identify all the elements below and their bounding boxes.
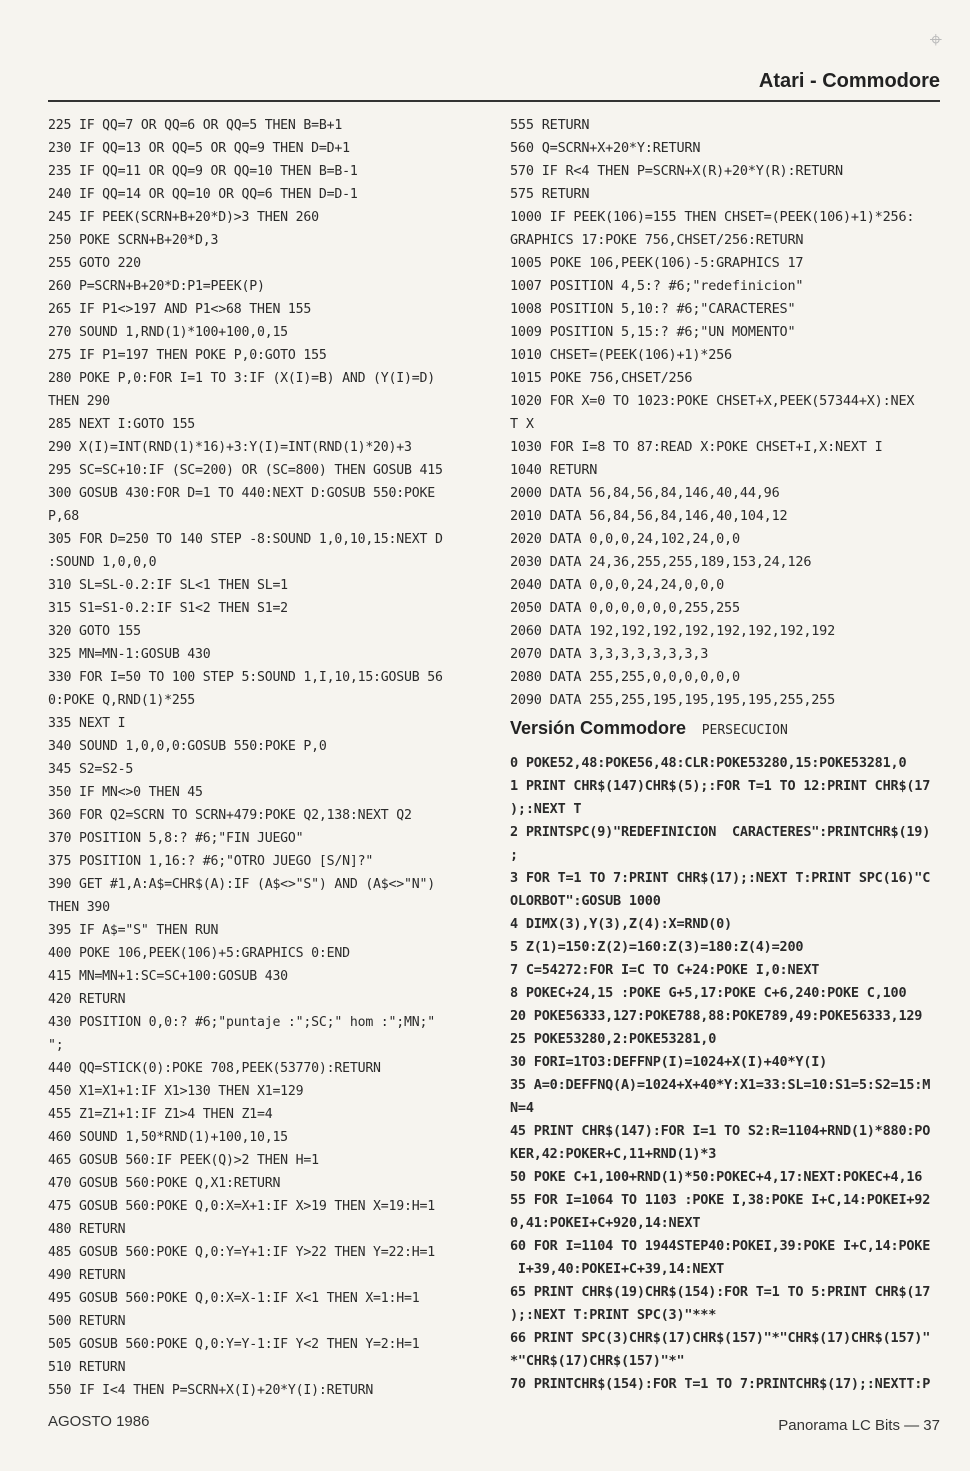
code-line: 330 FOR I=50 TO 100 STEP 5:SOUND 1,I,10,15:GOSUB 56 bbox=[48, 670, 443, 685]
code-line: 0:POKE Q,RND(1)*255 bbox=[48, 693, 196, 708]
code-line: 375 POSITION 1,16:? #6;"OTRO JUEGO [S/N]?" bbox=[48, 854, 374, 869]
version-title: Versión Commodore bbox=[510, 718, 687, 738]
code-line: 480 RETURN bbox=[48, 1222, 126, 1237]
code-line: 275 IF P1=197 THEN POKE P,0:GOTO 155 bbox=[48, 348, 327, 363]
header-rule bbox=[48, 100, 940, 102]
code-line: 510 RETURN bbox=[48, 1360, 126, 1375]
code-line: 485 GOSUB 560:POKE Q,0:Y=Y+1:IF Y>22 THEN Y=22:H=1 bbox=[48, 1245, 435, 1260]
code-line: 345 S2=S2-5 bbox=[48, 762, 134, 777]
code-line: );:NEXT T:PRINT SPC(3)"*** bbox=[510, 1307, 717, 1323]
code-line: );:NEXT T bbox=[510, 801, 582, 817]
code-line: 45 PRINT CHR$(147):FOR I=1 TO S2:R=1104+RND(1)*880:PO bbox=[510, 1123, 931, 1139]
code-line: 25 POKE53280,2:POKE53281,0 bbox=[510, 1031, 717, 1047]
commodore-listing bbox=[510, 752, 940, 1396]
code-line: 310 SL=SL-0.2:IF SL<1 THEN SL=1 bbox=[48, 578, 288, 593]
code-line: 1020 FOR X=0 TO 1023:POKE CHSET+X,PEEK(57344+X):NEX bbox=[510, 393, 915, 409]
code-line: 420 RETURN bbox=[48, 992, 126, 1007]
code-line: 240 IF QQ=14 OR QQ=10 OR QQ=6 THEN D=D-1 bbox=[48, 187, 358, 202]
code-line: *"CHR$(17)CHR$(157)"*" bbox=[510, 1353, 685, 1369]
code-line: 245 IF PEEK(SCRN+B+20*D)>3 THEN 260 bbox=[48, 210, 319, 225]
code-line: 475 GOSUB 560:POKE Q,0:X=X+1:IF X>19 THEN X=19:H=1 bbox=[48, 1199, 435, 1214]
code-line: KER,42:POKER+C,11+RND(1)*3 bbox=[510, 1146, 717, 1162]
code-line: 1005 POKE 106,PEEK(106)-5:GRAPHICS 17 bbox=[510, 255, 804, 271]
code-line: 66 PRINT SPC(3)CHR$(17)CHR$(157)"*"CHR$(17)CHR$(157)" bbox=[510, 1330, 931, 1346]
code-line: 455 Z1=Z1+1:IF Z1>4 THEN Z1=4 bbox=[48, 1107, 273, 1122]
code-line: 1040 RETURN bbox=[510, 462, 598, 478]
footer-date: AGOSTO 1986 bbox=[48, 1413, 150, 1430]
code-line: 2070 DATA 3,3,3,3,3,3,3,3 bbox=[510, 646, 709, 662]
code-line: 340 SOUND 1,0,0,0:GOSUB 550:POKE P,0 bbox=[48, 739, 327, 754]
code-line: 225 IF QQ=7 OR QQ=6 OR QQ=5 THEN B=B+1 bbox=[48, 118, 343, 133]
code-line: "; bbox=[48, 1038, 64, 1053]
code-line: 265 IF P1<>197 AND P1<>68 THEN 155 bbox=[48, 302, 312, 317]
code-line: 7 C=54272:FOR I=C TO C+24:POKE I,0:NEXT bbox=[510, 962, 820, 978]
code-line: 55 FOR I=1064 TO 1103 :POKE I,38:POKE I+C,14:POKEI+92 bbox=[510, 1192, 931, 1208]
code-line: 1010 CHSET=(PEEK(106)+1)*256 bbox=[510, 347, 732, 363]
code-line: 350 IF MN<>0 THEN 45 bbox=[48, 785, 203, 800]
code-line: 1015 POKE 756,CHSET/256 bbox=[510, 370, 693, 386]
code-line: 4 DIMX(3),Y(3),Z(4):X=RND(0) bbox=[510, 916, 732, 932]
code-line: 280 POKE P,0:FOR I=1 TO 3:IF (X(I)=B) AND (Y(I)=D) bbox=[48, 371, 435, 386]
code-line: 285 NEXT I:GOTO 155 bbox=[48, 417, 196, 432]
code-line: 505 GOSUB 560:POKE Q,0:Y=Y-1:IF Y<2 THEN Y=2:H=1 bbox=[48, 1337, 420, 1352]
code-line: 570 IF R<4 THEN P=SCRN+X(R)+20*Y(R):RETURN bbox=[510, 163, 843, 179]
section-title: Atari - Commodore bbox=[758, 70, 940, 92]
code-line: 550 IF I<4 THEN P=SCRN+X(I)+20*Y(I):RETURN bbox=[48, 1383, 374, 1398]
code-line: 440 QQ=STICK(0):POKE 708,PEEK(53770):RETURN bbox=[48, 1061, 381, 1076]
code-line: 2 PRINTSPC(9)"REDEFINICION CARACTERES":PRINTCHR$(19) bbox=[510, 824, 931, 840]
code-line: 70 PRINTCHR$(154):FOR T=1 TO 7:PRINTCHR$(17);:NEXTT:P bbox=[510, 1376, 931, 1392]
code-line: ; bbox=[510, 847, 518, 863]
code-line: 65 PRINT CHR$(19)CHR$(154):FOR T=1 TO 5:PRINT CHR$(17 bbox=[510, 1284, 931, 1300]
version-heading bbox=[510, 718, 940, 740]
code-line: N=4 bbox=[510, 1100, 534, 1116]
code-line: 360 FOR Q2=SCRN TO SCRN+479:POKE Q2,138:NEXT Q2 bbox=[48, 808, 412, 823]
code-line: 3 FOR T=1 TO 7:PRINT CHR$(17);:NEXT T:PRINT SPC(16)"C bbox=[510, 870, 931, 886]
code-line: 20 POKE56333,127:POKE788,88:POKE789,49:POKE56333,129 bbox=[510, 1008, 923, 1024]
left-code-column bbox=[48, 114, 473, 1402]
program-name: PERSECUCION bbox=[701, 723, 788, 738]
code-line: 2090 DATA 255,255,195,195,195,195,255,255 bbox=[510, 692, 836, 708]
code-line: 555 RETURN bbox=[510, 117, 590, 133]
code-line: 315 S1=S1-0.2:IF S1<2 THEN S1=2 bbox=[48, 601, 288, 616]
code-line: T X bbox=[510, 416, 534, 432]
code-line: 2050 DATA 0,0,0,0,0,0,255,255 bbox=[510, 600, 740, 616]
code-line: 470 GOSUB 560:POKE Q,X1:RETURN bbox=[48, 1176, 281, 1191]
atari-listing-part-2 bbox=[48, 114, 473, 1402]
code-line: 295 SC=SC+10:IF (SC=200) OR (SC=800) THEN GOSUB 415 bbox=[48, 463, 443, 478]
code-line: 60 FOR I=1104 TO 1944STEP40:POKEI,39:POKE I+C,14:POKE bbox=[510, 1238, 931, 1254]
code-line: 300 GOSUB 430:FOR D=1 TO 440:NEXT D:GOSUB 550:POKE bbox=[48, 486, 435, 501]
code-line: 5 Z(1)=150:Z(2)=160:Z(3)=180:Z(4)=200 bbox=[510, 939, 804, 955]
code-line: 500 RETURN bbox=[48, 1314, 126, 1329]
registration-mark: ⌖ bbox=[929, 28, 942, 53]
code-line: 575 RETURN bbox=[510, 186, 590, 202]
code-line: 250 POKE SCRN+B+20*D,3 bbox=[48, 233, 219, 248]
code-line: P,68 bbox=[48, 509, 79, 524]
code-line: OLORBOT":GOSUB 1000 bbox=[510, 893, 661, 909]
code-line: GRAPHICS 17:POKE 756,CHSET/256:RETURN bbox=[510, 232, 804, 248]
code-line: THEN 290 bbox=[48, 394, 110, 409]
code-line: 395 IF A$="S" THEN RUN bbox=[48, 923, 219, 938]
code-line: 255 GOTO 220 bbox=[48, 256, 141, 271]
code-line: 1007 POSITION 4,5:? #6;"redefinicion" bbox=[510, 278, 804, 294]
code-line: 335 NEXT I bbox=[48, 716, 126, 731]
code-line: I+39,40:POKEI+C+39,14:NEXT bbox=[510, 1261, 725, 1277]
code-line: 1008 POSITION 5,10:? #6;"CARACTERES" bbox=[510, 301, 796, 317]
atari-listing-part-3 bbox=[510, 114, 940, 712]
code-line: 260 P=SCRN+B+20*D:P1=PEEK(P) bbox=[48, 279, 265, 294]
code-line: 2010 DATA 56,84,56,84,146,40,104,12 bbox=[510, 508, 788, 524]
code-line: THEN 390 bbox=[48, 900, 110, 915]
code-line: 2040 DATA 0,0,0,24,24,0,0,0 bbox=[510, 577, 725, 593]
code-line: 270 SOUND 1,RND(1)*100+100,0,15 bbox=[48, 325, 288, 340]
right-code-column bbox=[510, 114, 940, 1396]
code-line: 1000 IF PEEK(106)=155 THEN CHSET=(PEEK(106)+1)*256: bbox=[510, 209, 915, 225]
code-line: 230 IF QQ=13 OR QQ=5 OR QQ=9 THEN D=D+1 bbox=[48, 141, 350, 156]
code-line: 2020 DATA 0,0,0,24,102,24,0,0 bbox=[510, 531, 740, 547]
code-line: 2000 DATA 56,84,56,84,146,40,44,96 bbox=[510, 485, 780, 501]
code-line: 2080 DATA 255,255,0,0,0,0,0,0 bbox=[510, 669, 740, 685]
code-line: 30 FORI=1TO3:DEFFNP(I)=1024+X(I)+40*Y(I) bbox=[510, 1054, 828, 1070]
code-line: 8 POKEC+24,15 :POKE G+5,17:POKE C+6,240:POKE C,100 bbox=[510, 985, 907, 1001]
code-line: 1 PRINT CHR$(147)CHR$(5);:FOR T=1 TO 12:PRINT CHR$(17 bbox=[510, 778, 931, 794]
code-line: 430 POSITION 0,0:? #6;"puntaje :";SC;" hom :";MN;" bbox=[48, 1015, 435, 1030]
code-line: 465 GOSUB 560:IF PEEK(Q)>2 THEN H=1 bbox=[48, 1153, 319, 1168]
code-line: 0 POKE52,48:POKE56,48:CLR:POKE53280,15:POKE53281,0 bbox=[510, 755, 907, 771]
code-line: 325 MN=MN-1:GOSUB 430 bbox=[48, 647, 211, 662]
code-line: 35 A=0:DEFFNQ(A)=1024+X+40*Y:X1=33:SL=10:S1=5:S2=15:M bbox=[510, 1077, 931, 1093]
code-line: 460 SOUND 1,50*RND(1)+100,10,15 bbox=[48, 1130, 288, 1145]
code-line: 305 FOR D=250 TO 140 STEP -8:SOUND 1,0,10,15:NEXT D bbox=[48, 532, 443, 547]
footer-page-number: Panorama LC Bits — 37 bbox=[778, 1417, 940, 1434]
code-line: 490 RETURN bbox=[48, 1268, 126, 1283]
code-line: 450 X1=X1+1:IF X1>130 THEN X1=129 bbox=[48, 1084, 304, 1099]
code-line: 50 POKE C+1,100+RND(1)*50:POKEC+4,17:NEXT:POKEC+4,16 bbox=[510, 1169, 923, 1185]
code-line: 235 IF QQ=11 OR QQ=9 OR QQ=10 THEN B=B-1 bbox=[48, 164, 358, 179]
code-line: 390 GET #1,A:A$=CHR$(A):IF (A$<>"S") AND (A$<>"N") bbox=[48, 877, 435, 892]
code-line: 560 Q=SCRN+X+20*Y:RETURN bbox=[510, 140, 701, 156]
code-line: 495 GOSUB 560:POKE Q,0:X=X-1:IF X<1 THEN X=1:H=1 bbox=[48, 1291, 420, 1306]
code-line: :SOUND 1,0,0,0 bbox=[48, 555, 157, 570]
code-line: 2030 DATA 24,36,255,255,189,153,24,126 bbox=[510, 554, 812, 570]
code-line: 1030 FOR I=8 TO 87:READ X:POKE CHSET+I,X:NEXT I bbox=[510, 439, 883, 455]
code-line: 0,41:POKEI+C+920,14:NEXT bbox=[510, 1215, 701, 1231]
code-line: 415 MN=MN+1:SC=SC+100:GOSUB 430 bbox=[48, 969, 288, 984]
code-line: 370 POSITION 5,8:? #6;"FIN JUEGO" bbox=[48, 831, 304, 846]
code-line: 400 POKE 106,PEEK(106)+5:GRAPHICS 0:END bbox=[48, 946, 350, 961]
code-line: 320 GOTO 155 bbox=[48, 624, 141, 639]
code-line: 290 X(I)=INT(RND(1)*16)+3:Y(I)=INT(RND(1)*20)+3 bbox=[48, 440, 412, 455]
code-line: 1009 POSITION 5,15:? #6;"UN MOMENTO" bbox=[510, 324, 796, 340]
code-line: 2060 DATA 192,192,192,192,192,192,192,192 bbox=[510, 623, 836, 639]
